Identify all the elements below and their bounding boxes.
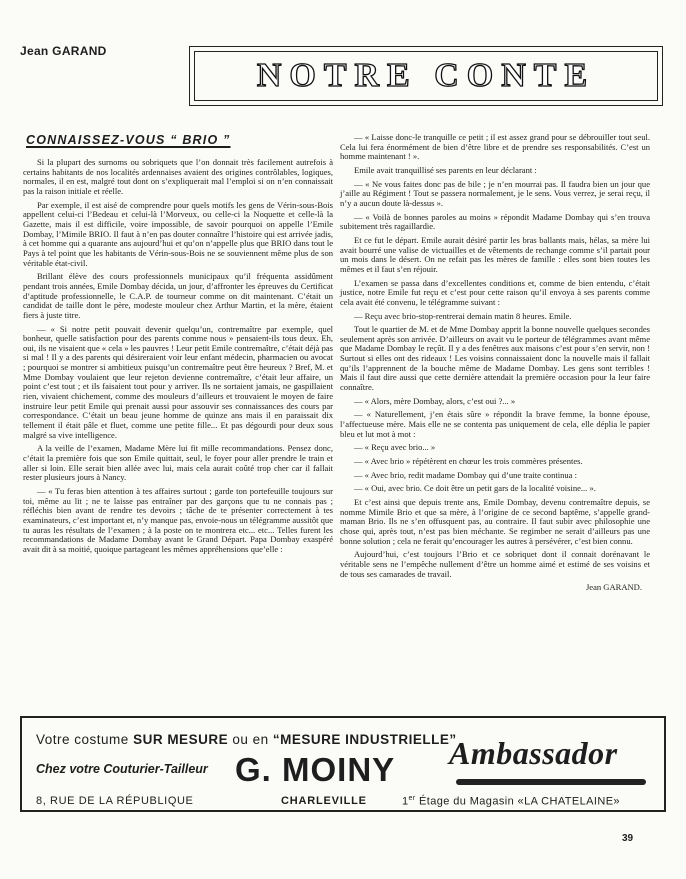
- ad-floor-sup: er: [408, 795, 416, 802]
- ad-floor-info: [402, 795, 620, 808]
- paragraph: — « Alors, mère Dombay, alors, c’est oui ?... »: [354, 395, 516, 406]
- article-signature: Jean GARAND.: [585, 582, 642, 593]
- ad-tagline: [36, 732, 457, 747]
- ad-script-logo: Ambassador: [449, 735, 618, 771]
- paragraph: — « Oui, avec brio. Ce doit être un petit gars de la localité voisine... ».: [354, 483, 596, 494]
- paragraph: Tout le quartier de M. et de Mme Dombay apprit la bonne nouvelle quelques secondes seulement après son arrivée. D’ailleurs on avait vu le porteur de télégrammes avant même que Madame Dombay le reçût. Il y a des fenêtres aux maisons c’est pour s’en servir, non ! Surtout si elles ont des rideaux ! Les voisins connaissaient donc la nouvelle mais il fallait qu’ils l’apprennent de la bouche même de Madame Dombay. Les gens sont terribles ! Mais il faut dire aussi que cette dernière attendait la première occasion pour la leur faire connaître.: [340, 324, 650, 393]
- paragraph: — « Reçu avec brio... »: [354, 442, 436, 453]
- ad-floor-number: 1: [402, 795, 409, 808]
- section-banner: [189, 46, 663, 106]
- paragraph: Aujourd’hui, c’est toujours l’Brio et ce sobriquet dont il connait dorénavant le véritable sens ne l’empêche nullement d’être un homme aimé et estimé de ses voisins et de tous ses camarades de travail.: [340, 549, 650, 579]
- advertisement: [20, 716, 666, 812]
- paragraph: — Reçu avec brio-stop-rentrerai demain matin 8 heures. Emile.: [354, 310, 572, 321]
- page-number: 39: [622, 833, 634, 844]
- ad-city: CHARLEVILLE: [281, 795, 367, 807]
- section-banner-inner: [194, 51, 658, 101]
- author-byline: Jean GARAND: [20, 44, 107, 58]
- paragraph: — « Si notre petit pouvait devenir quelqu’un, contremaître par exemple, quel bonheur, quelle satisfaction pour des parents comme nous » pensaient-ils tous deux. Eh, oui, ils ne visaient que « cela » les pauvres ! Leur petit Emile contremaître, c’était déjà pas si mal ! Il y a des parents qui désireraient voir leur enfant médecin, pharmacien ou avocat ; pourquoi se montrer si ambitieux puisqu’un contremaître peut être heureux ? Bref, M. et Mme Dombay voulaient que leur rejeton devienne contremaître, c’était leur affaire, un point c’est tout ; et ils faisaient tout pour y arriver. Ils ne sortaient jamais, ne gaspillaient rien, vivaient chichement, comme des mouleurs d’ailleurs et trouvaient le moyen de faire instruire leur petit Emile qui prenait aussi pour assouvir ses connaissances des cours par correspondance. C’était un beau jeune homme de quinze ans mais il en paraissait dix tellement il était pâle et fluet, comme une petite fille... Et pas dégourdi pour deux sous malgré sa vive intelligence.: [23, 323, 333, 440]
- paragraph: Et ce fut le départ. Emile aurait désiré partir les bras ballants mais, hélas, sa mère lui avait bourré une valise de victuailles et de vêtements de rechange comme s’il partait pour un mois dans le désert. On ne refait pas les mères de famille : elles sont bien toutes les mêmes et il faut s’en réjouir.: [340, 234, 650, 274]
- ad-address: 8, RUE DE LA RÉPUBLIQUE: [36, 795, 194, 807]
- article-title: CONNAISSEZ-VOUS “ BRIO ”: [26, 133, 231, 147]
- paragraph: Et c’est ainsi que depuis trente ans, Emile Dombay, devenu contremaître depuis, se nomme Mimile Brio et que sa mère, à l’origine de ce second baptême, s’appelle grand-maman Brio. Ils ne s’en offusquent pas, au contraire. Il faut subir avec philosophie une chose qui, après tout, n’est pas bien méchante. Se regimber ne serait d’ailleurs pas une bonne solution ; cela ne ferait qu’encourager les autres à persévérer, c’est bien connu.: [340, 497, 650, 546]
- ad-tagline-bold: SUR MESURE: [133, 732, 229, 747]
- paragraph: — « Tu feras bien attention à tes affaires surtout ; garde ton portefeuille toujours sur toi, même au lit ; ne te laisse pas entraîner par des garçons que tu ne connais pas ; réfléchis bien avant de rendre tes devoirs ; tâche de te présenter correctement à tes examinateurs, c’est important et, n’y manque pas, envoie-nous un télégramme aussitôt que tu auras les résultats de l’examen ; à la poste on te montrera etc... etc... Telles furent les recommandations de Madame Dombay avant le Grand Départ. Papa Dombay exaspéré avait dit à sa moitié, quoique partageant les mêmes appréhensions que’elle :: [23, 486, 333, 554]
- paragraph: — « Laisse donc-le tranquille ce petit ; il est assez grand pour se débrouiller tout seul. Cela lui fera énormément de bien d’être libre et de prendre ses responsabilités. C’est un homme maintenant ! ».: [340, 132, 650, 162]
- paragraph: Brillant élève des cours professionnels municipaux qu’il fréquenta assidûment pendant trois années, Emile Dombay décida, un jour, d’affronter les épreuves du Certificat d’aptitude professionnelle, le C.A.P. de tourneur comme on dit maintenant. C’était un candidat de taille dont le père, modeste mouleur chez Arthur Martin, et la mère, étaient fiers à juste titre.: [23, 271, 333, 320]
- article-column-right: [340, 133, 650, 593]
- paragraph: — « Avec brio » répétèrent en chœur les trois commères présentes.: [354, 456, 583, 467]
- ad-logo-underline: [456, 779, 646, 785]
- paragraph: Si la plupart des surnoms ou sobriquets que l’on donnait très facilement autrefois à certains habitants de nos localités ardennaises avaient des origines contrôlables, logiques, normales, il en est, malgré tout dont on s’expliquerait mal l’emploi si on n’en connaissait pas la raison initiale et réelle.: [23, 157, 333, 196]
- ad-tagline-mid: ou en: [232, 732, 269, 747]
- paragraph: — « Naturellement, j’en étais sûre » répondit la brave femme, la bonne épouse, l’affectueuse mère. Mais elle ne se contenta pas uniquement de cela, elle déplia le papier bleu et lut mot à mot :: [340, 409, 650, 439]
- paragraph: L’examen se passa dans d’excellentes conditions et, comme de bien entendu, c’était justice, notre Emile fut reçu et c’est pour cette raison qu’il envoya à ses parents comme cela avait été convenu, le télégramme suivant :: [340, 277, 650, 307]
- paragraph: — « Avec brio, redit madame Dombay qui d’une traite continua :: [354, 469, 577, 480]
- paragraph: A la veille de l’examen, Madame Mère lui fit mille recommandations. Pensez donc, c’était la première fois que son Emile quittait, seul, le foyer pour aller prendre le train et aller si loin. Elle serait bien allée avec lui, mais cela aurait coûté trop cher car il fallait rester plusieurs jours à Nancy.: [23, 443, 333, 483]
- article-column-left: [23, 158, 333, 559]
- paragraph: — « Voilà de bonnes paroles au moins » répondit Madame Dombay qui s’en trouva subitement très ragaillardie.: [340, 211, 650, 232]
- paragraph: Par exemple, il est aisé de comprendre pour quels motifs les gens de Vérin-sous-Bois appellent celui-ci l’Bedeau et celui-là l’Morveux, ou celle-ci la Noquette et celle-là la Gazette, mais il est difficile, voire impossible, de savoir pourquoi on appelle l’Emile Dombay, l’Mimile BRIO. Il faut à n’en pas douter connaître l’histoire qui est arrivée jadis, à cet homme qui a quarante ans aujourd’hui et qu’on n’appelle plus que BRIO dans tout le Pays à tel point que les habitants de Vérin-sous-Bois ne se souviennent même plus de son véritable état-civil.: [23, 199, 333, 268]
- ad-subline: Chez votre Couturier-Tailleur: [36, 762, 208, 776]
- paragraph: — « Ne vous faites donc pas de bile ; je n’en mourrai pas. Il faudra bien un jour que j’aille au Régiment ! Tout se passera normalement, je le sens. Vous verrez, je serai reçu, il n’y a aucun doute là-dessus ».: [340, 178, 650, 208]
- ad-brand-name: G. MOINY: [235, 751, 396, 788]
- ad-floor-text: Étage du Magasin «LA CHATELAINE»: [419, 795, 620, 808]
- ad-tagline-pre: Votre costume: [36, 732, 129, 747]
- paragraph: Emile avait tranquillisé ses parents en leur déclarant :: [354, 164, 537, 175]
- section-title: NOTRE CONTE: [256, 57, 596, 94]
- ad-tagline-quote: “MESURE INDUSTRIELLE”: [272, 732, 457, 747]
